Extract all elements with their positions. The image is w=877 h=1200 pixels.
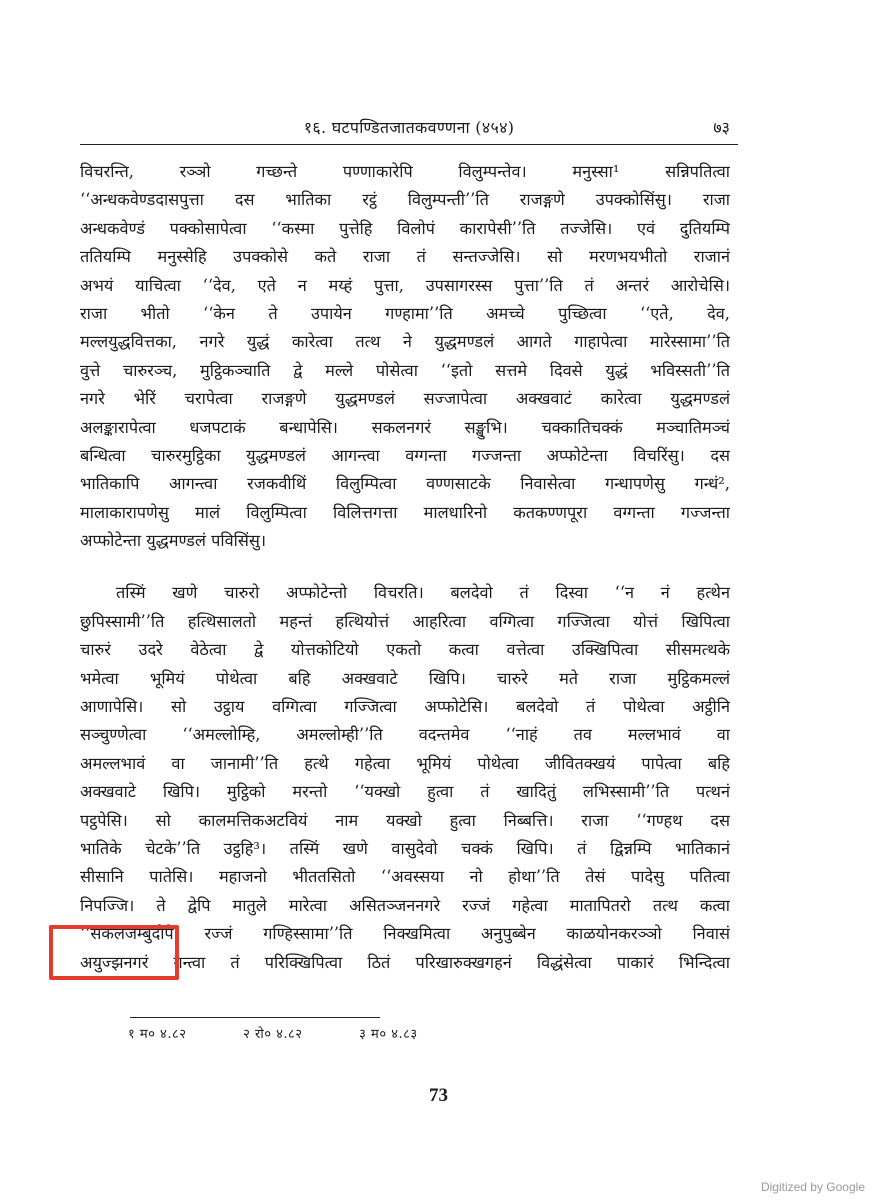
footnote-3: ३ म० ४.८३: [359, 1027, 418, 1042]
text-line: आणापेसि। सो उट्ठाय वग्गित्वा गज्जित्वा अप्फोटेसि। बलदेवो तं पोथेत्वा अट्ठीनि: [80, 697, 730, 717]
body-text: [80, 158, 730, 977]
text-line: मल्लयुद्धवित्तका, नगरे युद्धं कारेत्वा तत्थ ने युद्धमण्डलं आगते गाहापेत्वा मारेस्सामा’’ति: [80, 332, 730, 352]
text-line: भमेत्वा भूमियं पोथेत्वा बहि अक्खवाटे खिपि। चारुरे मते राजा मुट्ठिकमल्लं: [80, 668, 730, 688]
paragraph-1: [80, 158, 730, 555]
text-line: भातिकापि आगन्त्वा रजकवीथिं विलुम्पित्वा वण्णसाटके निवासेत्वा गन्धापणेसु गन्धं²,: [80, 474, 730, 494]
text-line: छुपिस्सामी’’ति हत्थिसालतो महन्तं हत्थियोत्तं आहरित्वा वग्गित्वा गज्जित्वा योत्तं खिपित्वा: [80, 611, 730, 631]
text-line: ततियम्पि मनुस्सेहि उपक्कोसे कते राजा तं सन्तज्जेसि। सो मरणभयभीतो राजानं: [80, 247, 730, 267]
text-line: विचरन्ति, रञ्ञो गच्छन्ते पण्णाकारेपि विलुम्पन्तेव। मनुस्सा¹ सन्निपतित्वा: [80, 162, 730, 181]
text-line: ‘‘सकलजम्बुदीपे रज्जं गण्हिस्सामा’’ति निक्खमित्वा अनुपुब्बेन काळयोनकरञ्ञो निवासं: [80, 924, 730, 944]
running-header: [80, 114, 738, 145]
text-line: निपज्जि। ते द्वेपि मातुले मारेत्वा असितञ्जननगरे रज्जं गहेत्वा मातापितरो तत्थ कत्वा: [80, 895, 730, 915]
header-title: १६. घटपण्डितजातकवण्णना (४५४): [303, 118, 515, 137]
text-line: पट्ठपेसि। सो कालमत्तिकअटवियं नाम यक्खो हुत्वा निब्बत्ति। राजा ‘‘गण्हथ दस: [80, 810, 730, 830]
text-line: अयुज्झनगरं गन्त्वा तं परिक्खिपित्वा ठितं परिखारुक्खगहनं विद्धंसेत्वा पाकारं भिन्दित्वा: [80, 952, 730, 972]
text-line: नगरे भेरिं चरापेत्वा राजङ्गणे युद्धमण्डलं सज्जापेत्वा अक्खवाटं कारेत्वा युद्धमण्डलं: [80, 389, 730, 409]
footnote-rule: [130, 1017, 380, 1018]
text-line: सीसानि पातेसि। महाजनो भीततसितो ‘‘अवस्सया नो होथा’’ति तेसं पादेसु पतित्वा: [80, 867, 730, 887]
page-number: 73: [429, 1085, 448, 1106]
text-line: अन्धकवेण्डं पक्कोसापेत्वा ‘‘कस्मा पुत्तेहि विलोपं कारापेसी’’ति तज्जेसि। एवं दुतियम्पि: [80, 218, 730, 238]
header-folio: ७३: [713, 118, 730, 137]
footnotes: [128, 1024, 470, 1042]
text-line: ‘‘अन्धकवेण्डदासपुत्ता दस भातिका रट्ठं विलुम्पन्ती’’ति राजङ्गणे उपक्कोसिंसु। राजा: [80, 190, 730, 210]
text-line: मालाकारापणेसु मालं विलुम्पित्वा विलित्तगत्ता मालधारिनो कतकण्णपूरा वग्गन्ता गज्जन्ता: [80, 502, 730, 522]
watermark: Digitized by Google: [760, 1180, 865, 1194]
text-line: भातिके चेटके’’ति उट्ठहि³। तस्मिं खणे वासुदेवो चक्कं खिपि। तं द्विन्नम्पि भातिकानं: [80, 838, 730, 858]
text-line: बन्धित्वा चारुरमुट्ठिका युद्धमण्डलं आगन्त्वा वग्गन्ता गज्जन्ता अप्फोटेन्ता विचरिंसु। दस: [80, 445, 730, 465]
paragraph-2: [80, 579, 730, 976]
footnote-1: १ म० ४.८२: [128, 1027, 187, 1042]
text-line: राजा भीतो ‘‘केन ते उपायेन गण्हामा’’ति अमच्चे पुच्छित्वा ‘‘एते, देव,: [80, 303, 730, 323]
text-line: अप्फोटेन्ता युद्धमण्डलं पविसिंसु।: [80, 531, 267, 551]
text-line: चारुरं उदरे वेठेत्वा द्वे योत्तकोटियो एकतो कत्वा वत्तेत्वा उक्खिपित्वा सीसमत्थके: [80, 640, 730, 660]
text-line: अलङ्कारापेत्वा धजपटाकं बन्धापेसि। सकलनगरं सङ्खुभि। चक्कातिचक्कं मञ्चातिमञ्चं: [80, 417, 730, 437]
highlight-box: [49, 925, 179, 980]
text-line: वुत्ते चारुरञ्च, मुट्ठिकञ्चाति द्वे मल्ले पोसेत्वा ‘‘इतो सत्तमे दिवसे युद्धं भविस्सती’’ति: [80, 360, 730, 380]
footnote-2: २ रो० ४.८२: [243, 1027, 303, 1042]
text-line: सञ्चुण्णेत्वा ‘‘अमल्लोम्हि, अमल्लोम्ही’’ति वदन्तमेव ‘‘नाहं तव मल्लभावं वा: [80, 725, 730, 745]
text-line: अभयं याचित्वा ‘‘देव, एते न मय्हं पुत्ता, उपसागरस्स पुत्ता’’ति तं अन्तरं आरोचेसि।: [80, 275, 730, 295]
text-line: तस्मिं खणे चारुरो अप्फोटेन्तो विचरति। बलदेवो तं दिस्वा ‘‘न नं हत्थेन: [116, 583, 730, 603]
text-line: अमल्लभावं वा जानामी’’ति हत्थे गहेत्वा भूमियं पोथेत्वा जीवितक्खयं पापेत्वा बहि: [80, 753, 730, 773]
text-line: अक्खवाटे खिपि। मुट्ठिको मरन्तो ‘‘यक्खो हुत्वा तं खादितुं लभिस्सामी’’ति पत्थनं: [80, 782, 730, 802]
